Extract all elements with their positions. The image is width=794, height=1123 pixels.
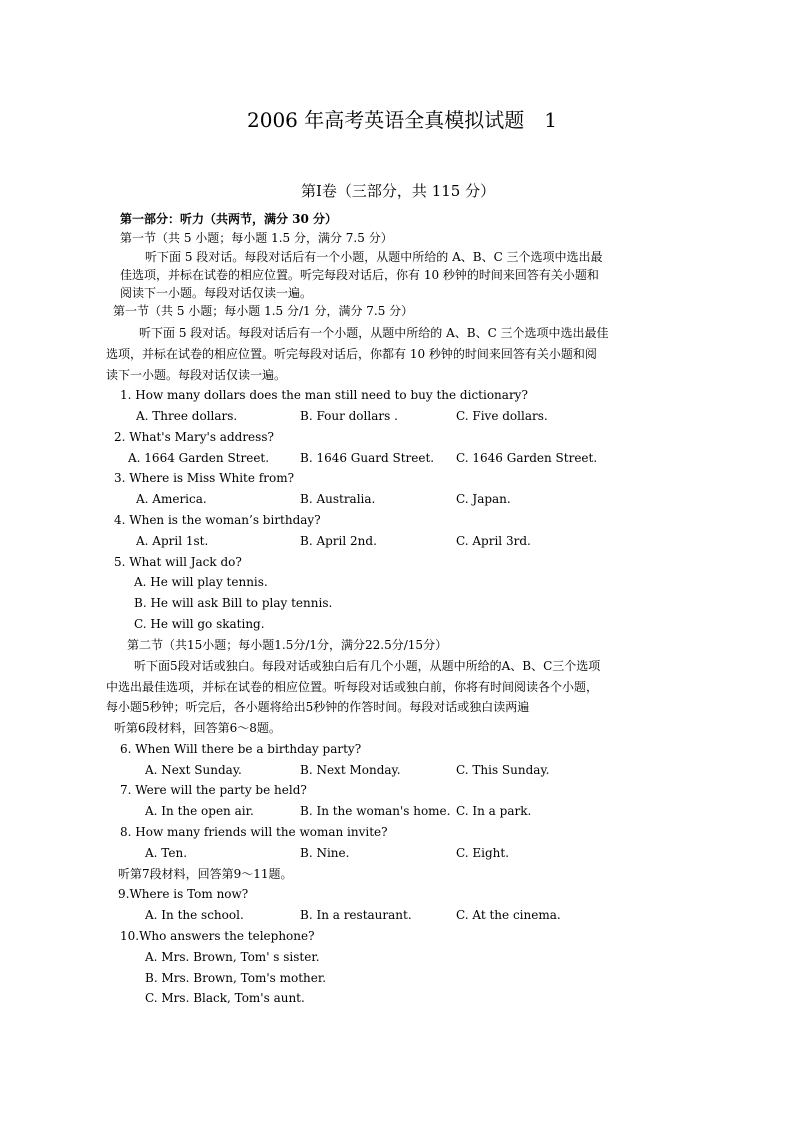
option-c: C. This Sunday. <box>456 763 550 777</box>
option-b: B. He will ask Bill to play tennis. <box>134 596 333 610</box>
material-6-note: 听第6段材料，回答第6～8题。 <box>114 721 281 735</box>
section1b-instruction-line: 读下一小题。每段对话仅读一遍。 <box>106 368 287 382</box>
option-c: C. April 3rd. <box>456 534 531 548</box>
option-c: C. Eight. <box>456 846 510 860</box>
question-9: 9.Where is Tom now? <box>118 887 249 901</box>
option-b: B. Next Monday. <box>300 763 401 777</box>
section2-heading: 第二节（共15小题；每小题1.5分/1分，满分22.5分/15分） <box>127 638 448 652</box>
option-c: C. At the cinema. <box>456 908 561 922</box>
section1b-instruction-line: 听下面 5 段对话。每段对话后有一个小题，从题中所给的 A、B、C 三个选项中选出最佳 <box>139 326 609 340</box>
material-7-note: 听第7段材料，回答第9～11题。 <box>118 867 293 881</box>
option-a: A. He will play tennis. <box>134 575 268 589</box>
option-a: A. 1664 Garden Street. <box>128 451 270 465</box>
option-a: A. Next Sunday. <box>145 763 242 777</box>
question-3: 3. Where is Miss White from? <box>114 471 294 485</box>
section1b-heading: 第一节（共 5 小题；每小题 1.5 分/1 分，满分 7.5 分） <box>113 304 414 318</box>
option-b: B. Australia. <box>300 492 376 506</box>
question-1: 1. How many dollars does the man still need to buy the dictionary? <box>120 388 528 402</box>
option-c: C. He will go skating. <box>134 617 265 631</box>
question-10: 10.Who answers the telephone? <box>120 929 315 943</box>
question-6: 6. When Will there be a birthday party? <box>120 742 362 756</box>
option-c: C. Japan. <box>456 492 511 506</box>
section1a-instruction-line: 听下面 5 段对话。每段对话后有一个小题，从题中所给的 A、B、C 三个选项中选出最 <box>145 250 603 264</box>
option-c: C. 1646 Garden Street. <box>456 451 598 465</box>
option-a: A. Ten. <box>145 846 188 860</box>
option-a: A. In the open air. <box>145 804 254 818</box>
page-title: 2006 年高考英语全真模拟试题 1 <box>247 108 557 132</box>
section1a-instruction-line: 佳选项，并标在试卷的相应位置。听完每段对话后，你有 10 秒钟的时间来回答有关小题和 <box>120 268 599 282</box>
question-7: 7. Were will the party be held? <box>120 783 307 797</box>
option-b: B. Four dollars . <box>300 409 398 423</box>
section2-instruction-line: 每小题5秒钟；听完后，各小题将给出5秒钟的作答时间。每段对话或独白读两遍 <box>106 700 530 714</box>
option-b: B. April 2nd. <box>300 534 377 548</box>
option-b: B. In the woman's home. <box>300 804 451 818</box>
question-2: 2. What's Mary's address? <box>114 430 274 444</box>
section2-instruction-line: 中选出最佳选项，并标在试卷的相应位置。听每段对话或独白前，你将有时间阅读各个小题， <box>106 680 599 694</box>
option-b: B. Nine. <box>300 846 350 860</box>
option-a: A. In the school. <box>145 908 244 922</box>
option-b: B. Mrs. Brown, Tom's mother. <box>145 971 327 985</box>
volume-title: 第Ⅰ卷（三部分，共 115 分） <box>301 182 496 200</box>
section1a-heading: 第一节（共 5 小题；每小题 1.5 分，满分 7.5 分） <box>120 231 393 245</box>
section1a-instruction-line: 阅读下一小题。每段对话仅读一遍。 <box>120 286 313 300</box>
option-a: A. Three dollars. <box>136 409 238 423</box>
option-c: C. In a park. <box>456 804 532 818</box>
option-c: C. Five dollars. <box>456 409 548 423</box>
option-a: A. America. <box>136 492 207 506</box>
part1-heading: 第一部分：听力（共两节，满分 30 分） <box>120 212 338 226</box>
question-5: 5. What will Jack do? <box>114 555 242 569</box>
option-a: A. April 1st. <box>136 534 209 548</box>
question-8: 8. How many friends will the woman invite? <box>120 825 388 839</box>
question-4: 4. When is the woman’s birthday? <box>114 513 321 527</box>
section2-instruction-line: 听下面5段对话或独白。每段对话或独白后有几个小题，从题中所给的A、B、C三个选项 <box>134 659 601 673</box>
option-c: C. Mrs. Black, Tom's aunt. <box>145 991 305 1005</box>
option-a: A. Mrs. Brown, Tom' s sister. <box>145 950 320 964</box>
option-b: B. 1646 Guard Street. <box>300 451 435 465</box>
option-b: B. In a restaurant. <box>300 908 412 922</box>
section1b-instruction-line: 选项，并标在试卷的相应位置。听完每段对话后，你都有 10 秒钟的时间来回答有关小题和阅 <box>106 347 597 361</box>
